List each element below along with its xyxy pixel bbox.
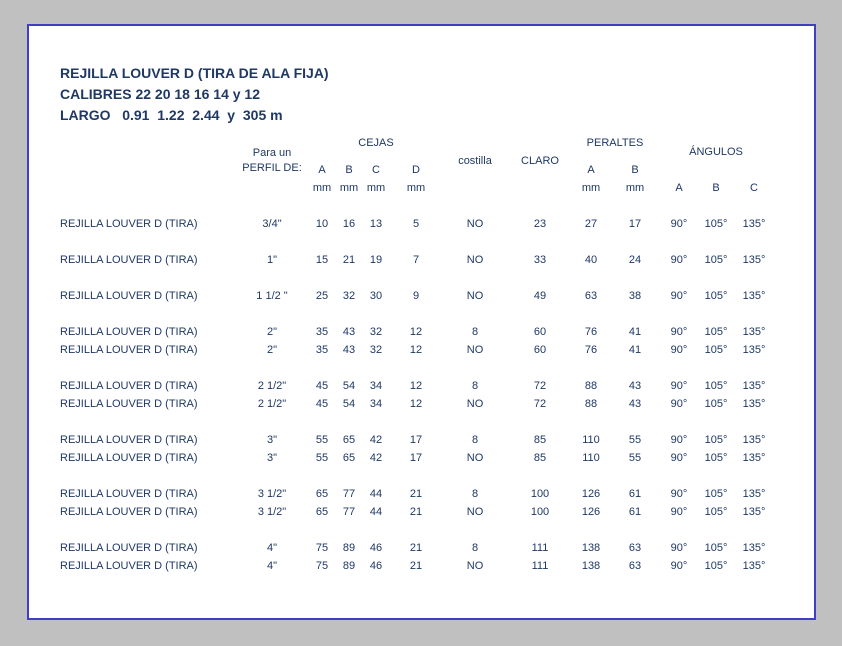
cell-pb: 63: [628, 560, 642, 572]
cell-pb: 55: [628, 434, 642, 446]
cell-perfil: 3 1/2": [257, 488, 287, 500]
cell-costilla: 8: [471, 326, 479, 338]
cell-perfil: 3": [266, 434, 278, 446]
cell-b: 43: [342, 326, 356, 338]
cell-d: 12: [409, 398, 423, 410]
cell-gc: 135°: [742, 542, 766, 554]
cell-a: 25: [315, 290, 329, 302]
cell-gc: 135°: [742, 290, 766, 302]
cell-b: 54: [342, 398, 356, 410]
cell-gc: 135°: [742, 398, 766, 410]
cell-pb: 17: [628, 218, 642, 230]
cell-costilla: NO: [466, 254, 484, 266]
cell-a: 10: [315, 218, 329, 230]
cell-ga: 90°: [670, 506, 688, 518]
cell-gb: 105°: [704, 254, 728, 266]
cell-gc: 135°: [742, 218, 766, 230]
header-mm-pb: mm: [625, 182, 645, 194]
cell-gb: 105°: [704, 326, 728, 338]
cell-gc: 135°: [742, 326, 766, 338]
cell-claro: 72: [533, 398, 547, 410]
row-product-name: REJILLA LOUVER D (TIRA): [60, 452, 198, 464]
cell-c: 32: [369, 344, 383, 356]
cell-pa: 126: [581, 488, 601, 500]
cell-d: 17: [409, 434, 423, 446]
largo-line: LARGO 0.91 1.22 2.44 y 305 m: [60, 107, 283, 123]
cell-costilla: 8: [471, 488, 479, 500]
cell-c: 46: [369, 542, 383, 554]
cell-gb: 105°: [704, 290, 728, 302]
cell-claro: 60: [533, 344, 547, 356]
cell-perfil: 4": [266, 542, 278, 554]
cell-gc: 135°: [742, 434, 766, 446]
row-product-name: REJILLA LOUVER D (TIRA): [60, 254, 198, 266]
row-product-name: REJILLA LOUVER D (TIRA): [60, 434, 198, 446]
row-product-name: REJILLA LOUVER D (TIRA): [60, 488, 198, 500]
document-title: REJILLA LOUVER D (TIRA DE ALA FIJA): [60, 65, 329, 81]
cell-pb: 61: [628, 506, 642, 518]
header-cejas: CEJAS: [358, 137, 394, 149]
cell-pb: 43: [628, 380, 642, 392]
header-ang-a: A: [675, 182, 683, 194]
cell-pa: 76: [584, 326, 598, 338]
header-mm-pa: mm: [581, 182, 601, 194]
cell-c: 42: [369, 434, 383, 446]
header-claro: CLARO: [521, 155, 559, 167]
cell-claro: 23: [533, 218, 547, 230]
cell-gb: 105°: [704, 434, 728, 446]
cell-ga: 90°: [670, 452, 688, 464]
cell-pa: 88: [584, 380, 598, 392]
cell-gc: 135°: [742, 254, 766, 266]
cell-gb: 105°: [704, 488, 728, 500]
cell-c: 44: [369, 506, 383, 518]
cell-perfil: 1": [266, 254, 278, 266]
cell-perfil: 3/4": [262, 218, 282, 230]
row-product-name: REJILLA LOUVER D (TIRA): [60, 542, 198, 554]
cell-pb: 61: [628, 488, 642, 500]
cell-b: 89: [342, 560, 356, 572]
row-product-name: REJILLA LOUVER D (TIRA): [60, 344, 198, 356]
cell-pb: 55: [628, 452, 642, 464]
cell-ga: 90°: [670, 218, 688, 230]
cell-perfil: 3 1/2": [257, 506, 287, 518]
cell-b: 16: [342, 218, 356, 230]
header-cejas-c: C: [372, 164, 380, 176]
cell-d: 12: [409, 380, 423, 392]
cell-gc: 135°: [742, 488, 766, 500]
cell-c: 34: [369, 380, 383, 392]
cell-d: 17: [409, 452, 423, 464]
cell-costilla: 8: [471, 434, 479, 446]
cell-a: 35: [315, 326, 329, 338]
header-ang-b: B: [712, 182, 720, 194]
cell-b: 65: [342, 434, 356, 446]
cell-perfil: 1 1/2 ": [256, 290, 288, 302]
header-mm-a: mm: [312, 182, 332, 194]
cell-b: 43: [342, 344, 356, 356]
cell-pb: 41: [628, 344, 642, 356]
cell-a: 75: [315, 542, 329, 554]
cell-pb: 41: [628, 326, 642, 338]
cell-gc: 135°: [742, 380, 766, 392]
header-peraltes: PERALTES: [586, 137, 644, 149]
cell-costilla: 8: [471, 542, 479, 554]
cell-ga: 90°: [670, 326, 688, 338]
cell-gc: 135°: [742, 506, 766, 518]
cell-claro: 100: [530, 488, 550, 500]
cell-d: 21: [409, 488, 423, 500]
cell-pa: 63: [584, 290, 598, 302]
calibres-line: CALIBRES 22 20 18 16 14 y 12: [60, 86, 261, 102]
cell-pa: 138: [581, 542, 601, 554]
cell-a: 55: [315, 452, 329, 464]
cell-d: 12: [409, 326, 423, 338]
cell-d: 7: [412, 254, 420, 266]
cell-pa: 110: [582, 434, 600, 446]
cell-gb: 105°: [704, 560, 728, 572]
cell-pa: 88: [584, 398, 598, 410]
cell-perfil: 2": [266, 344, 278, 356]
cell-pa: 40: [584, 254, 598, 266]
header-peraltes-a: A: [587, 164, 595, 176]
cell-a: 45: [315, 398, 329, 410]
header-ang-c: C: [750, 182, 758, 194]
cell-claro: 49: [533, 290, 547, 302]
cell-a: 55: [315, 434, 329, 446]
cell-c: 44: [369, 488, 383, 500]
cell-claro: 72: [533, 380, 547, 392]
cell-b: 77: [342, 506, 356, 518]
cell-c: 13: [369, 218, 383, 230]
cell-gb: 105°: [704, 452, 728, 464]
cell-b: 21: [342, 254, 356, 266]
cell-c: 42: [369, 452, 383, 464]
cell-d: 21: [409, 542, 423, 554]
cell-c: 19: [369, 254, 383, 266]
cell-gb: 105°: [704, 344, 728, 356]
header-para-un: Para un: [252, 147, 292, 159]
cell-costilla: NO: [466, 398, 484, 410]
cell-ga: 90°: [670, 254, 688, 266]
cell-a: 45: [315, 380, 329, 392]
cell-ga: 90°: [670, 380, 688, 392]
header-angulos: ÁNGULOS: [689, 146, 743, 158]
header-costilla: costilla: [458, 155, 492, 167]
cell-b: 32: [342, 290, 356, 302]
cell-ga: 90°: [670, 290, 688, 302]
cell-b: 54: [342, 380, 356, 392]
header-peraltes-b: B: [631, 164, 639, 176]
cell-a: 65: [315, 488, 329, 500]
cell-a: 75: [315, 560, 329, 572]
cell-c: 30: [369, 290, 383, 302]
cell-c: 34: [369, 398, 383, 410]
cell-gb: 105°: [704, 380, 728, 392]
cell-ga: 90°: [670, 434, 688, 446]
cell-ga: 90°: [670, 398, 688, 410]
cell-c: 46: [369, 560, 383, 572]
header-cejas-d: D: [412, 164, 420, 176]
cell-gc: 135°: [742, 560, 766, 572]
cell-costilla: NO: [466, 452, 484, 464]
cell-d: 21: [409, 506, 423, 518]
row-product-name: REJILLA LOUVER D (TIRA): [60, 380, 198, 392]
header-mm-d: mm: [406, 182, 426, 194]
cell-claro: 111: [531, 542, 549, 554]
cell-ga: 90°: [670, 344, 688, 356]
cell-a: 15: [315, 254, 329, 266]
header-mm-c: mm: [366, 182, 386, 194]
cell-b: 65: [342, 452, 356, 464]
cell-b: 77: [342, 488, 356, 500]
cell-ga: 90°: [670, 560, 688, 572]
cell-pa: 76: [584, 344, 598, 356]
row-product-name: REJILLA LOUVER D (TIRA): [60, 398, 198, 410]
cell-d: 12: [409, 344, 423, 356]
cell-perfil: 2 1/2": [257, 380, 287, 392]
cell-b: 89: [342, 542, 356, 554]
row-product-name: REJILLA LOUVER D (TIRA): [60, 560, 198, 572]
cell-perfil: 2 1/2": [257, 398, 287, 410]
cell-claro: 33: [533, 254, 547, 266]
cell-pb: 43: [628, 398, 642, 410]
cell-gb: 105°: [704, 542, 728, 554]
cell-costilla: 8: [471, 380, 479, 392]
cell-costilla: NO: [466, 218, 484, 230]
cell-ga: 90°: [670, 542, 688, 554]
cell-claro: 85: [533, 452, 547, 464]
row-product-name: REJILLA LOUVER D (TIRA): [60, 218, 198, 230]
cell-claro: 100: [530, 506, 550, 518]
cell-costilla: NO: [466, 560, 484, 572]
header-cejas-a: A: [318, 164, 326, 176]
cell-a: 65: [315, 506, 329, 518]
cell-c: 32: [369, 326, 383, 338]
cell-perfil: 3": [266, 452, 278, 464]
cell-pa: 27: [584, 218, 598, 230]
cell-pb: 24: [628, 254, 642, 266]
cell-costilla: NO: [466, 344, 484, 356]
header-perfil-de: PERFIL DE:: [242, 162, 302, 174]
cell-d: 21: [409, 560, 423, 572]
cell-perfil: 2": [266, 326, 278, 338]
cell-gc: 135°: [742, 344, 766, 356]
cell-ga: 90°: [670, 488, 688, 500]
cell-pa: 126: [581, 506, 601, 518]
header-mm-b: mm: [339, 182, 359, 194]
row-product-name: REJILLA LOUVER D (TIRA): [60, 326, 198, 338]
cell-costilla: NO: [466, 506, 484, 518]
row-product-name: REJILLA LOUVER D (TIRA): [60, 506, 198, 518]
cell-perfil: 4": [266, 560, 278, 572]
cell-a: 35: [315, 344, 329, 356]
cell-gb: 105°: [704, 398, 728, 410]
cell-claro: 85: [533, 434, 547, 446]
cell-pb: 38: [628, 290, 642, 302]
cell-claro: 60: [533, 326, 547, 338]
cell-pa: 138: [581, 560, 601, 572]
cell-d: 5: [412, 218, 420, 230]
cell-gb: 105°: [704, 506, 728, 518]
cell-gb: 105°: [704, 218, 728, 230]
cell-claro: 111: [531, 560, 549, 572]
cell-gc: 135°: [742, 452, 766, 464]
cell-costilla: NO: [466, 290, 484, 302]
cell-pb: 63: [628, 542, 642, 554]
row-product-name: REJILLA LOUVER D (TIRA): [60, 290, 198, 302]
cell-d: 9: [412, 290, 420, 302]
header-cejas-b: B: [345, 164, 353, 176]
cell-pa: 110: [582, 452, 600, 464]
